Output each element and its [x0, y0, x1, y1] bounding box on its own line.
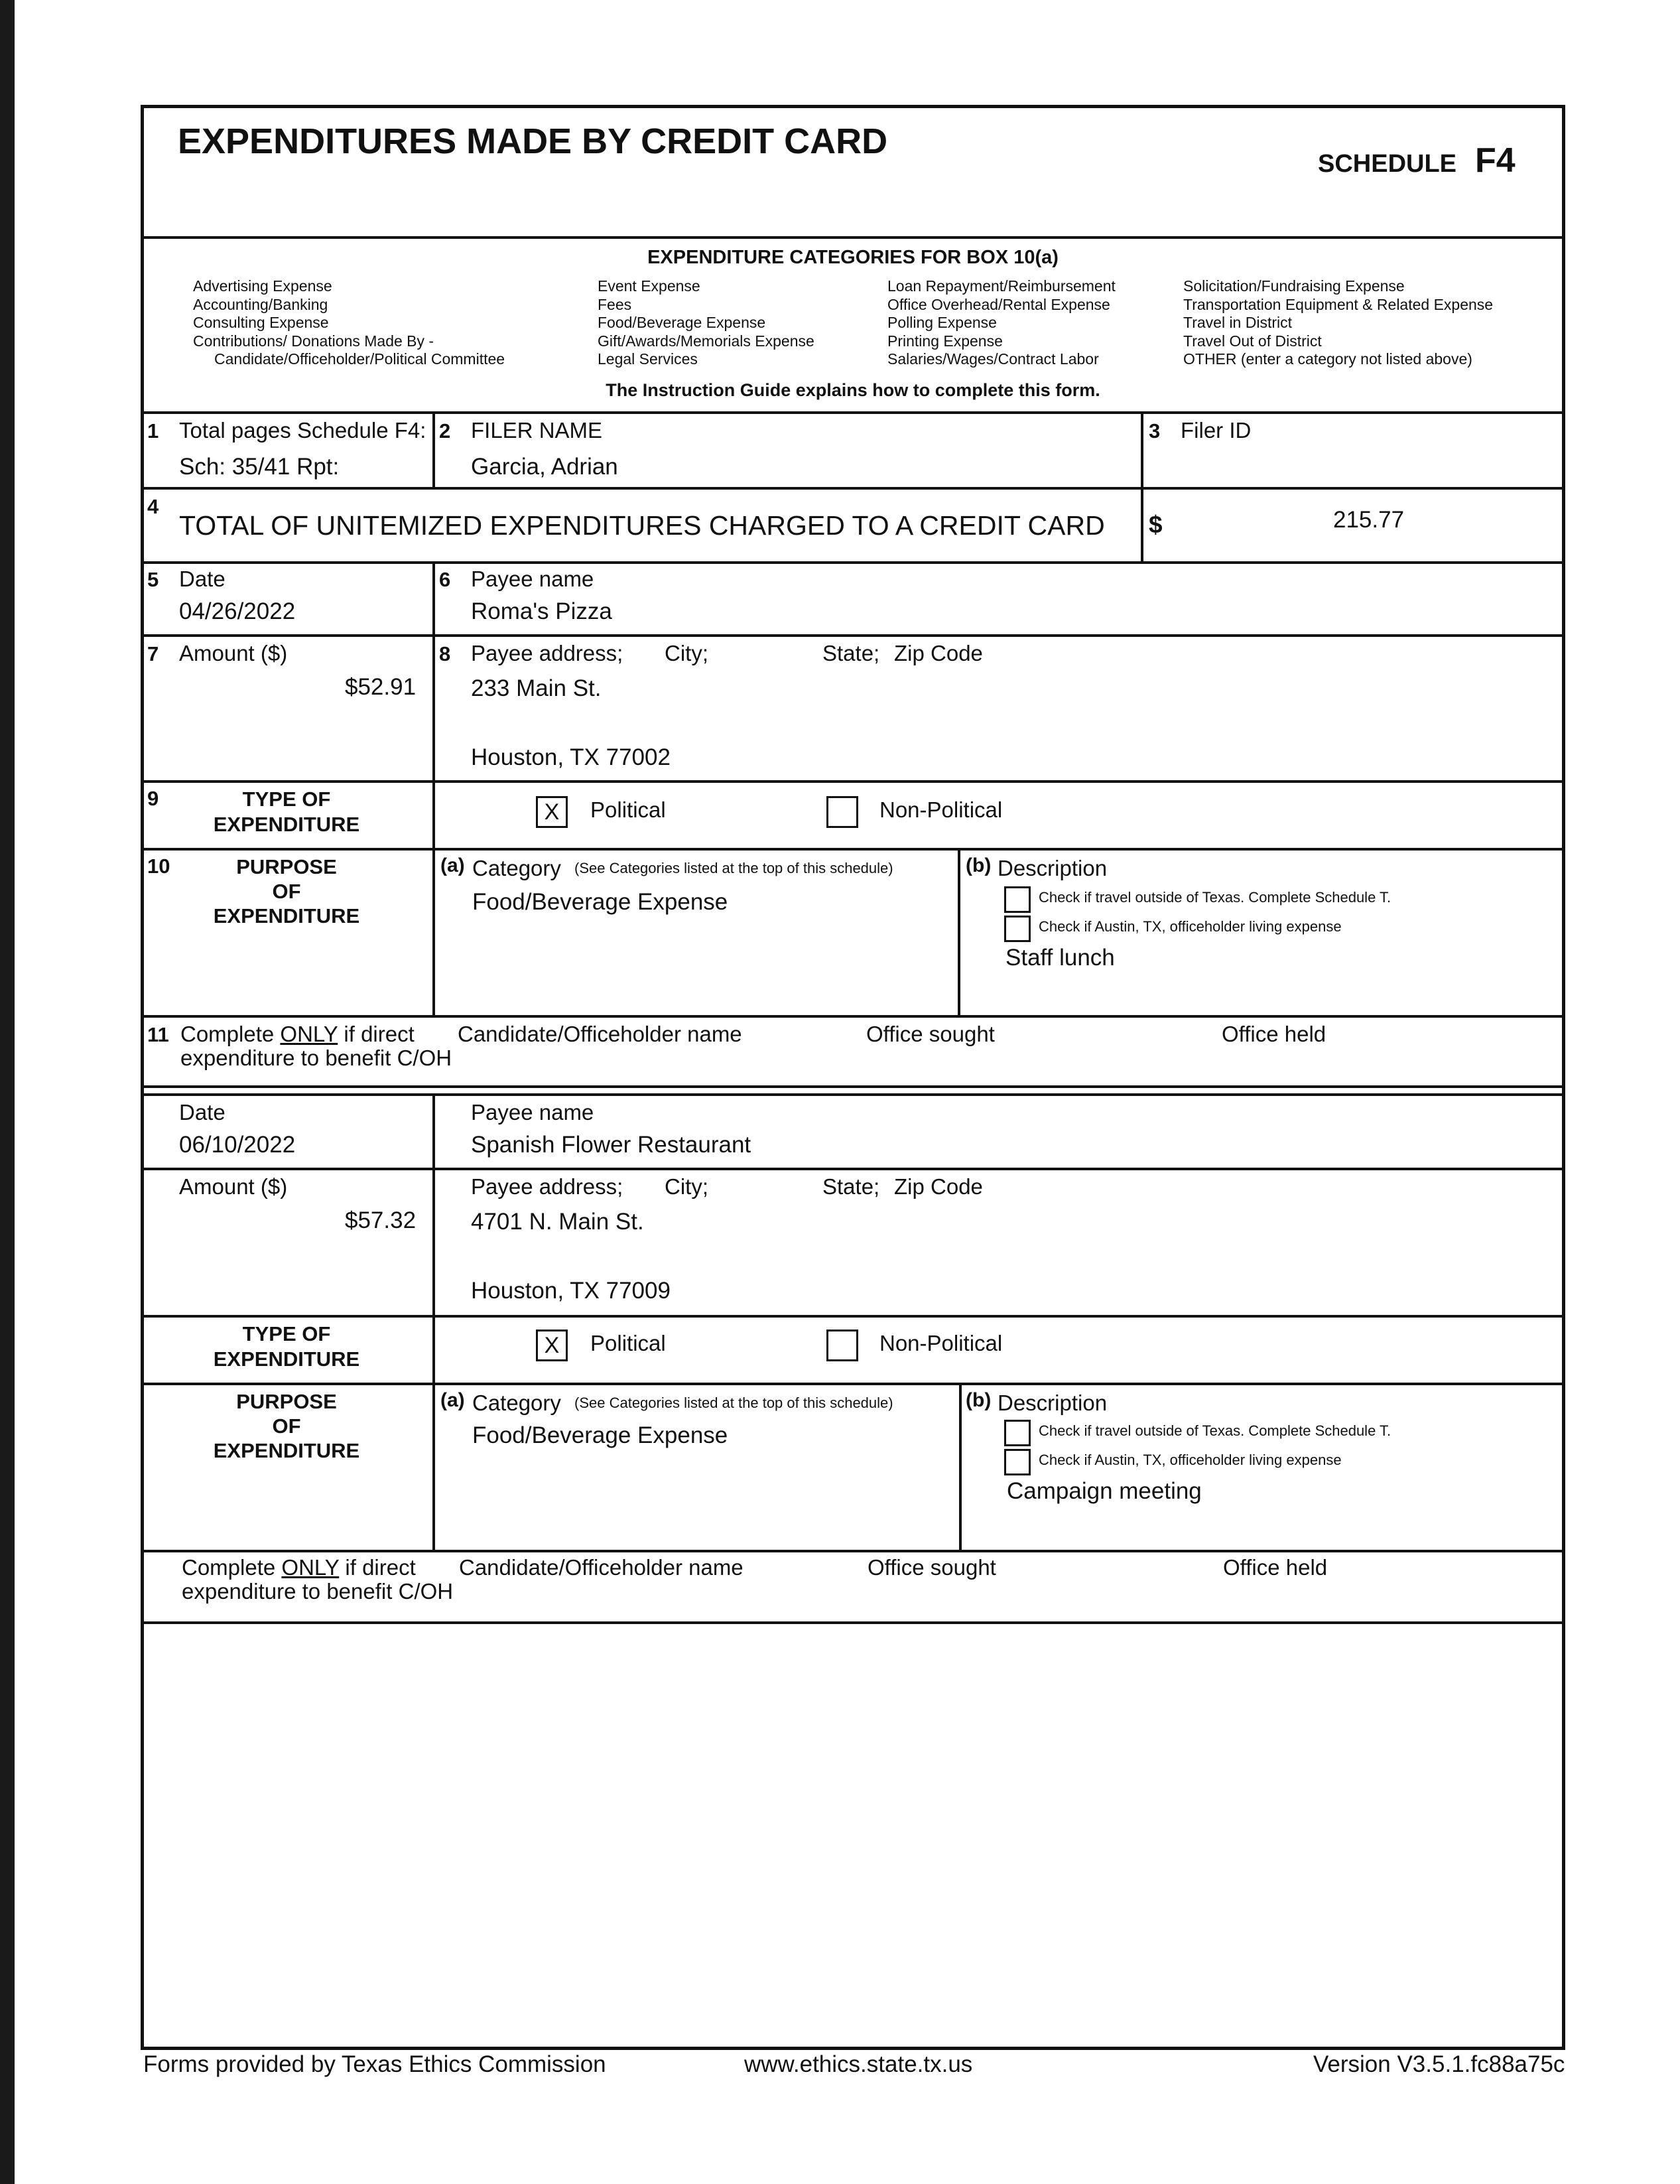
footer-provider: Forms provided by Texas Ethics Commission — [143, 2051, 606, 2077]
divider — [432, 411, 435, 487]
description-prefix: (b) — [966, 854, 992, 876]
box-number: 7 — [147, 642, 159, 665]
address-line2[interactable]: Houston, TX 77002 — [471, 744, 671, 770]
divider — [141, 1315, 1565, 1318]
austin-living-expense-label: Check if Austin, TX, officeholder living expense — [1039, 1452, 1342, 1468]
purpose-of-expenditure-label: PURPOSE OF EXPENDITURE — [213, 855, 360, 927]
box-number: 8 — [439, 642, 451, 665]
amount-label: Amount ($) — [179, 641, 288, 665]
travel-outside-texas-label: Check if travel outside of Texas. Complete Schedule T. — [1039, 889, 1391, 906]
box-number: 2 — [439, 419, 451, 443]
city-label: City; — [665, 1174, 708, 1199]
footer-website[interactable]: www.ethics.state.tx.us — [744, 2051, 973, 2077]
address-label: Payee address; — [471, 641, 623, 665]
address-line1[interactable]: 233 Main St. — [471, 675, 602, 701]
scan-edge — [0, 0, 15, 2184]
description-label: Description — [998, 1391, 1108, 1415]
checkbox-mark: X — [544, 799, 560, 825]
divider — [141, 487, 1565, 490]
box-number: 4 — [147, 495, 159, 518]
categories-col4: Solicitation/Fundraising Expense Transportation Equipment & Related Expense Travel in District Travel Out of District OTHER (enter a category not listed above) — [1183, 277, 1494, 368]
description-label: Description — [998, 856, 1108, 880]
entry-separator — [141, 1085, 1565, 1088]
city-label: City; — [665, 641, 708, 665]
checkbox-mark: X — [544, 1333, 560, 1358]
schedule-label: SCHEDULE — [1318, 150, 1457, 178]
payee-name-value[interactable]: Roma's Pizza — [471, 598, 612, 624]
state-label: State; — [822, 641, 880, 665]
divider — [432, 561, 435, 848]
office-held-label: Office held — [1223, 1555, 1328, 1580]
candidate-name-label: Candidate/Officeholder name — [458, 1022, 742, 1046]
political-label: Political — [590, 797, 666, 822]
divider — [141, 1550, 1565, 1552]
political-label: Political — [590, 1331, 666, 1355]
zip-label: Zip Code — [894, 641, 983, 665]
date-label: Date — [179, 567, 226, 591]
divider — [959, 1383, 962, 1550]
divider — [141, 634, 1565, 637]
direct-expenditure-label-line2: expenditure to benefit C/OH — [182, 1579, 454, 1604]
direct-expenditure-label: Complete ONLY if direct — [180, 1022, 415, 1046]
divider — [432, 1093, 435, 1383]
total-unitemized-label: TOTAL OF UNITEMIZED EXPENDITURES CHARGED TO A CREDIT CARD — [179, 510, 1105, 541]
description-value[interactable]: Staff lunch — [1005, 945, 1115, 971]
box-number: 6 — [439, 568, 451, 591]
direct-expenditure-label: Complete ONLY if direct — [182, 1555, 416, 1580]
payee-name-label: Payee name — [471, 1100, 594, 1125]
amount-value[interactable]: $57.32 — [345, 1207, 417, 1233]
non-political-label: Non-Political — [879, 1331, 1003, 1355]
payee-name-value[interactable]: Spanish Flower Restaurant — [471, 1132, 751, 1158]
category-label: Category — [472, 856, 561, 880]
total-pages-label: Total pages Schedule F4: — [179, 418, 426, 443]
state-label: State; — [822, 1174, 880, 1199]
amount-value[interactable]: $52.91 — [345, 674, 417, 700]
box-number: 10 — [147, 854, 170, 878]
non-political-label: Non-Political — [879, 797, 1003, 822]
box-number: 9 — [147, 787, 159, 810]
date-label: Date — [179, 1100, 226, 1125]
footer-version: Version V3.5.1.fc88a75c — [1313, 2051, 1565, 2077]
purpose-of-expenditure-label: PURPOSE OF EXPENDITURE — [213, 1390, 360, 1462]
travel-outside-texas-label: Check if travel outside of Texas. Complete Schedule T. — [1039, 1422, 1391, 1439]
divider — [141, 1621, 1565, 1624]
divider — [141, 1015, 1565, 1018]
divider — [141, 780, 1565, 783]
political-checkbox[interactable] — [536, 1330, 568, 1361]
austin-living-expense-checkbox[interactable] — [1004, 1449, 1031, 1475]
categories-col3: Loan Repayment/Reimbursement Office Overhead/Rental Expense Polling Expense Printing Expense Salaries/Wages/Contract Labor — [887, 277, 1116, 368]
address-label: Payee address; — [471, 1174, 623, 1199]
entry-separator — [141, 1093, 1565, 1096]
box-number: 11 — [147, 1023, 169, 1046]
divider — [141, 561, 1565, 564]
instruction-text: The Instruction Guide explains how to complete this form. — [606, 380, 1100, 400]
address-line1[interactable]: 4701 N. Main St. — [471, 1209, 644, 1235]
divider — [141, 1168, 1565, 1170]
non-political-checkbox[interactable] — [826, 796, 858, 828]
currency-sign: $ — [1149, 511, 1163, 538]
payee-name-label: Payee name — [471, 567, 594, 591]
filer-id-label: Filer ID — [1181, 418, 1252, 443]
non-political-checkbox[interactable] — [826, 1330, 858, 1361]
category-prefix: (a) — [440, 854, 465, 876]
category-value[interactable]: Food/Beverage Expense — [472, 889, 728, 915]
category-value[interactable]: Food/Beverage Expense — [472, 1422, 728, 1448]
divider — [432, 848, 435, 1015]
total-unitemized-value[interactable]: 215.77 — [1333, 507, 1405, 533]
categories-col1: Advertising Expense Accounting/Banking Consulting Expense Contributions/ Donations Made By - Candidate/Officeholder/Political Committee — [193, 277, 505, 368]
category-note: (See Categories listed at the top of this schedule) — [574, 860, 893, 876]
type-of-expenditure-label: TYPE OF EXPENDITURE — [213, 787, 360, 836]
direct-expenditure-label-line2: expenditure to benefit C/OH — [180, 1046, 452, 1070]
description-value[interactable]: Campaign meeting — [1007, 1478, 1202, 1504]
schedule-code: F4 — [1475, 141, 1516, 180]
divider — [958, 848, 960, 1015]
travel-outside-texas-checkbox[interactable] — [1004, 1420, 1031, 1446]
office-sought-label: Office sought — [866, 1022, 995, 1046]
divider — [141, 236, 1565, 239]
box-number: 1 — [147, 419, 159, 443]
form-title: EXPENDITURES MADE BY CREDIT CARD — [178, 121, 888, 161]
type-of-expenditure-label: TYPE OF EXPENDITURE — [213, 1322, 360, 1371]
address-line2[interactable]: Houston, TX 77009 — [471, 1278, 671, 1304]
zip-label: Zip Code — [894, 1174, 983, 1199]
box-number: 3 — [1149, 419, 1161, 443]
total-pages-value[interactable]: Sch: 35/41 Rpt: — [179, 454, 340, 480]
category-note: (See Categories listed at the top of this schedule) — [574, 1395, 893, 1411]
divider — [432, 1383, 435, 1550]
amount-label: Amount ($) — [179, 1174, 288, 1199]
political-checkbox[interactable] — [536, 796, 568, 828]
category-label: Category — [472, 1391, 561, 1415]
date-value[interactable]: 06/10/2022 — [179, 1132, 296, 1158]
filer-name-value[interactable]: Garcia, Adrian — [471, 454, 618, 480]
category-prefix: (a) — [440, 1389, 465, 1411]
office-sought-label: Office sought — [868, 1555, 996, 1580]
travel-outside-texas-checkbox[interactable] — [1004, 886, 1031, 913]
description-prefix: (b) — [966, 1389, 992, 1411]
office-held-label: Office held — [1222, 1022, 1326, 1046]
divider — [141, 411, 1565, 414]
divider — [141, 1383, 1565, 1385]
candidate-name-label: Candidate/Officeholder name — [459, 1555, 743, 1580]
austin-living-expense-label: Check if Austin, TX, officeholder living expense — [1039, 918, 1342, 935]
categories-heading: EXPENDITURE CATEGORIES FOR BOX 10(a) — [647, 247, 1059, 268]
box-number: 5 — [147, 568, 159, 591]
divider — [141, 848, 1565, 851]
austin-living-expense-checkbox[interactable] — [1004, 916, 1031, 942]
date-value[interactable]: 04/26/2022 — [179, 598, 296, 624]
categories-col2: Event Expense Fees Food/Beverage Expense Gift/Awards/Memorials Expense Legal Services — [598, 277, 814, 368]
filer-name-label: FILER NAME — [471, 418, 603, 443]
